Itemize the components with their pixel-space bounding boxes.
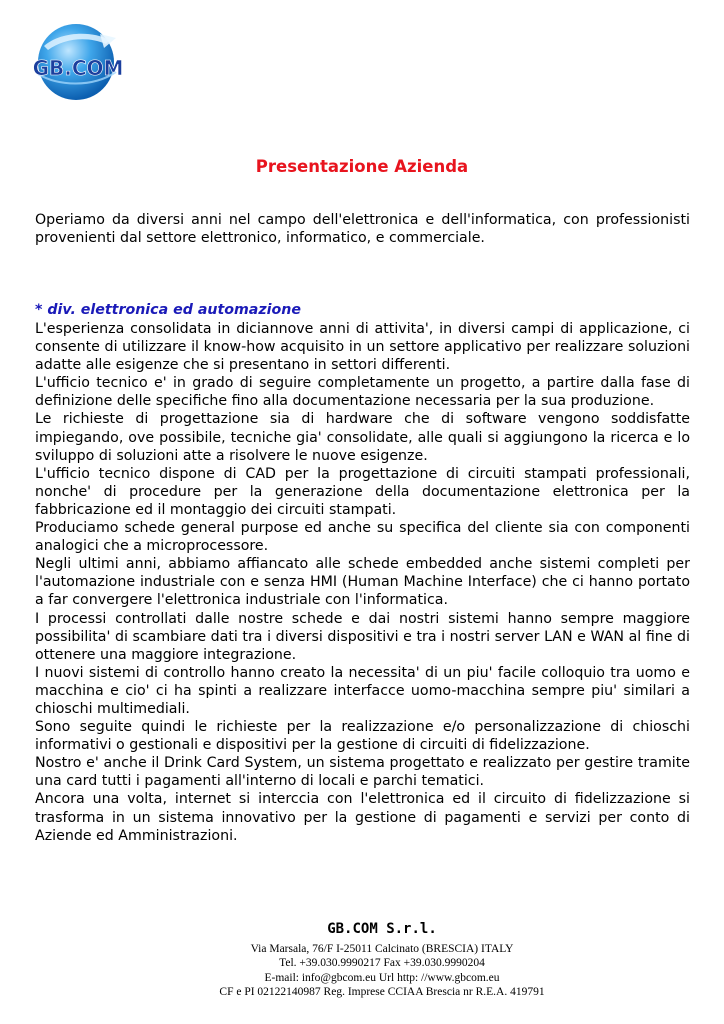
logo-text: GB.COM <box>32 56 124 80</box>
footer-phone: Tel. +39.030.9990217 Fax +39.030.9990204 <box>279 957 485 970</box>
page-title: Presentazione Azienda <box>255 157 469 176</box>
paragraph: L'ufficio tecnico dispone di CAD per la progettazione di circuiti stampati professionali, nonche' di procedure per la generazione della documentazione elettronica per la fabbricazione ed il montaggio dei circuiti stampati. <box>35 465 690 518</box>
company-name: GB.COM S.r.l. <box>327 921 437 937</box>
paragraph: L'ufficio tecnico e' in grado di seguire completamente un progetto, a partire dalla fase di definizione delle specifiche fino alla documentazione necessaria per la sua produzione. <box>35 375 690 410</box>
paragraph: Negli ultimi anni, abbiamo affiancato alle schede embedded anche sistemi completi per l'automazione industriale con e senza HMI (Human Machine Interface) che ci hanno portato a far convergere l'elettronica industriale con l'informatica. <box>35 556 690 609</box>
section-body <box>35 320 690 845</box>
paragraph: Produciamo schede general purpose ed anche su specifica del cliente sia con componenti analogici che a microprocessore. <box>35 520 690 555</box>
section-heading: * div. elettronica ed automazione <box>35 302 301 318</box>
paragraph: Nostro e' anche il Drink Card System, un sistema progettato e realizzato per gestire tramite una card tutti i pagamenti all'interno di locali e parchi tematici. <box>35 755 690 790</box>
paragraph: L'esperienza consolidata in diciannove anni di attivita', in diversi campi di applicazione, ci consente di utilizzare il know-how acquisito in un settore applicativo per realizzare soluzioni adatte alle esigenze che si presentano in settori differenti. <box>35 321 690 374</box>
footer-contact: E-mail: info@gbcom.eu Url http: //www.gbcom.eu <box>264 971 500 984</box>
footer-registry: CF e PI 02122140987 Reg. Imprese CCIAA Brescia nr R.E.A. 419791 <box>219 986 545 999</box>
paragraph: I nuovi sistemi di controllo hanno creato la necessita' di un piu' facile colloquio tra uomo e macchina e cio' ci ha spinti a realizzare interfacce uomo-macchina sempre piu' similari a chioschi multimediali. <box>35 664 690 717</box>
intro-paragraph: Operiamo da diversi anni nel campo dell'elettronica e dell'informatica, con professionisti provenienti dal settore elettronico, informatico, e commerciale. <box>35 212 690 247</box>
paragraph: Le richieste di progettazione sia di hardware che di software vengono soddisfatte impiegando, ove possibile, tecniche gia' consolidate, alle quali si aggiungono la ricerca e lo sviluppo di soluzioni atte a risolvere le nuove esigenze. <box>35 411 690 464</box>
paragraph: I processi controllati dalle nostre schede e dai nostri sistemi hanno sempre maggiore possibilita' di scambiare dati tra i diversi dispositivi e tra i nostri server LAN e WAN al fine di ottenere una maggiore integrazione. <box>35 610 690 663</box>
paragraph: Sono seguite quindi le richieste per la realizzazione e/o personalizzazione di chioschi informativi o gestionali e dispositivi per la gestione di circuiti di fidelizzazione. <box>35 719 690 754</box>
gbcom-logo <box>30 22 126 104</box>
paragraph: Ancora una volta, internet si interccia con l'elettronica ed il circuito di fidelizzazione si trasforma in un sistema innovativo per la gestione di pagamenti e servizi per conto di Aziende ed Amministrazioni. <box>35 791 690 844</box>
footer-address: Via Marsala, 76/F I-25011 Calcinato (BRESCIA) ITALY <box>250 943 514 955</box>
footer <box>0 942 724 1000</box>
